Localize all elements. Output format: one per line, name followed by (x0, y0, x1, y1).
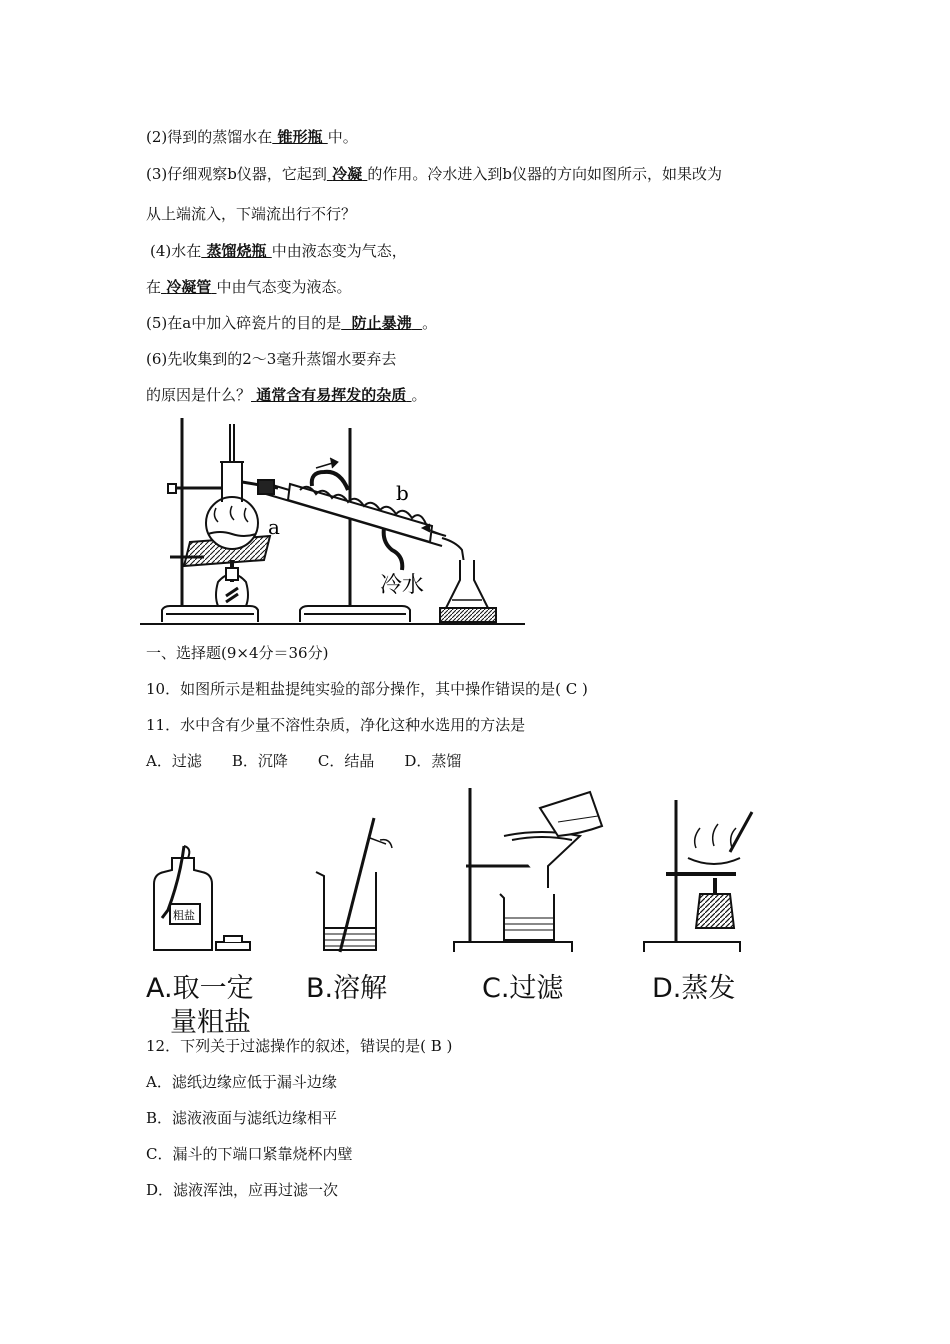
q2-answer: 锥形瓶 (277, 128, 323, 146)
q12-option-c: C．漏斗的下端口紧靠烧杯内壁 (146, 1145, 353, 1163)
caption-c: C.过滤 (482, 973, 564, 1004)
q11-stem: 11．水中含有少量不溶性杂质，净化这种水选用的方法是 (146, 716, 526, 734)
q2-post: 中。 (327, 128, 358, 146)
q4-pre: (4)水在 (150, 242, 202, 260)
caption-b: B.溶解 (306, 973, 388, 1004)
q11-options: A．过滤 B．沉降 C．结晶 D．蒸馏 (146, 752, 462, 770)
q3-pre: (3)仔细观察b仪器，它起到 (146, 165, 327, 183)
q3-post: 的作用。冷水进入到b仪器的方向如图所示，如果改为 (367, 165, 722, 183)
q3-line (146, 164, 722, 184)
q5-answer: 防止暴沸 (351, 314, 412, 332)
q4-post2: 中由气态变为液态。 (216, 278, 352, 296)
label-a: a (268, 515, 280, 539)
label-b: b (396, 481, 409, 505)
section-heading: 一、选择题(9×4分＝36分) (146, 644, 329, 662)
q6-line2 (146, 385, 427, 405)
q12-option-a: A．滤纸边缘应低于漏斗边缘 (146, 1073, 337, 1091)
q10-line: 10．如图所示是粗盐提纯实验的部分操作，其中操作错误的是( C ) (146, 680, 588, 698)
salt-purification-figure (140, 778, 780, 968)
q6-answer: 通常含有易挥发的杂质 (256, 386, 407, 404)
q6-pre: 的原因是什么？ (146, 386, 252, 404)
q2-line (146, 127, 358, 147)
q5-pre: (5)在a中加入碎瓷片的目的是 (146, 314, 342, 332)
label-cold-water: 冷水 (380, 573, 425, 598)
caption-a-line2: 量粗盐 (170, 1007, 251, 1038)
q3-answer: 冷凝 (332, 165, 363, 183)
q5-post: 。 (422, 314, 438, 332)
q5-line (146, 313, 437, 333)
q6-line1: (6)先收集到的2～3毫升蒸馏水要弃去 (146, 350, 397, 368)
q4-line (150, 241, 407, 261)
jar-label: 粗盐 (173, 909, 195, 922)
q4-pre2: 在 (146, 278, 162, 296)
q6-post: 。 (411, 386, 427, 404)
q3-line2: 从上端流入，下端流出行不行？ (146, 205, 357, 223)
caption-a-line1: A.取一定 (146, 973, 254, 1004)
q12-option-d: D．滤液浑浊，应再过滤一次 (146, 1181, 339, 1199)
caption-d: D.蒸发 (652, 973, 736, 1004)
q4-line2 (146, 277, 352, 297)
q4-post: 中由液态变为气态， (271, 242, 407, 260)
q12-stem: 12．下列关于过滤操作的叙述，错误的是( B ) (146, 1037, 453, 1055)
q12-option-b: B．滤液液面与滤纸边缘相平 (146, 1109, 338, 1127)
q4-answer: 蒸馏烧瓶 (206, 242, 267, 260)
distillation-figure (140, 410, 530, 632)
q4-answer2: 冷凝管 (166, 278, 212, 296)
q2-pre: (2)得到的蒸馏水在 (146, 128, 273, 146)
